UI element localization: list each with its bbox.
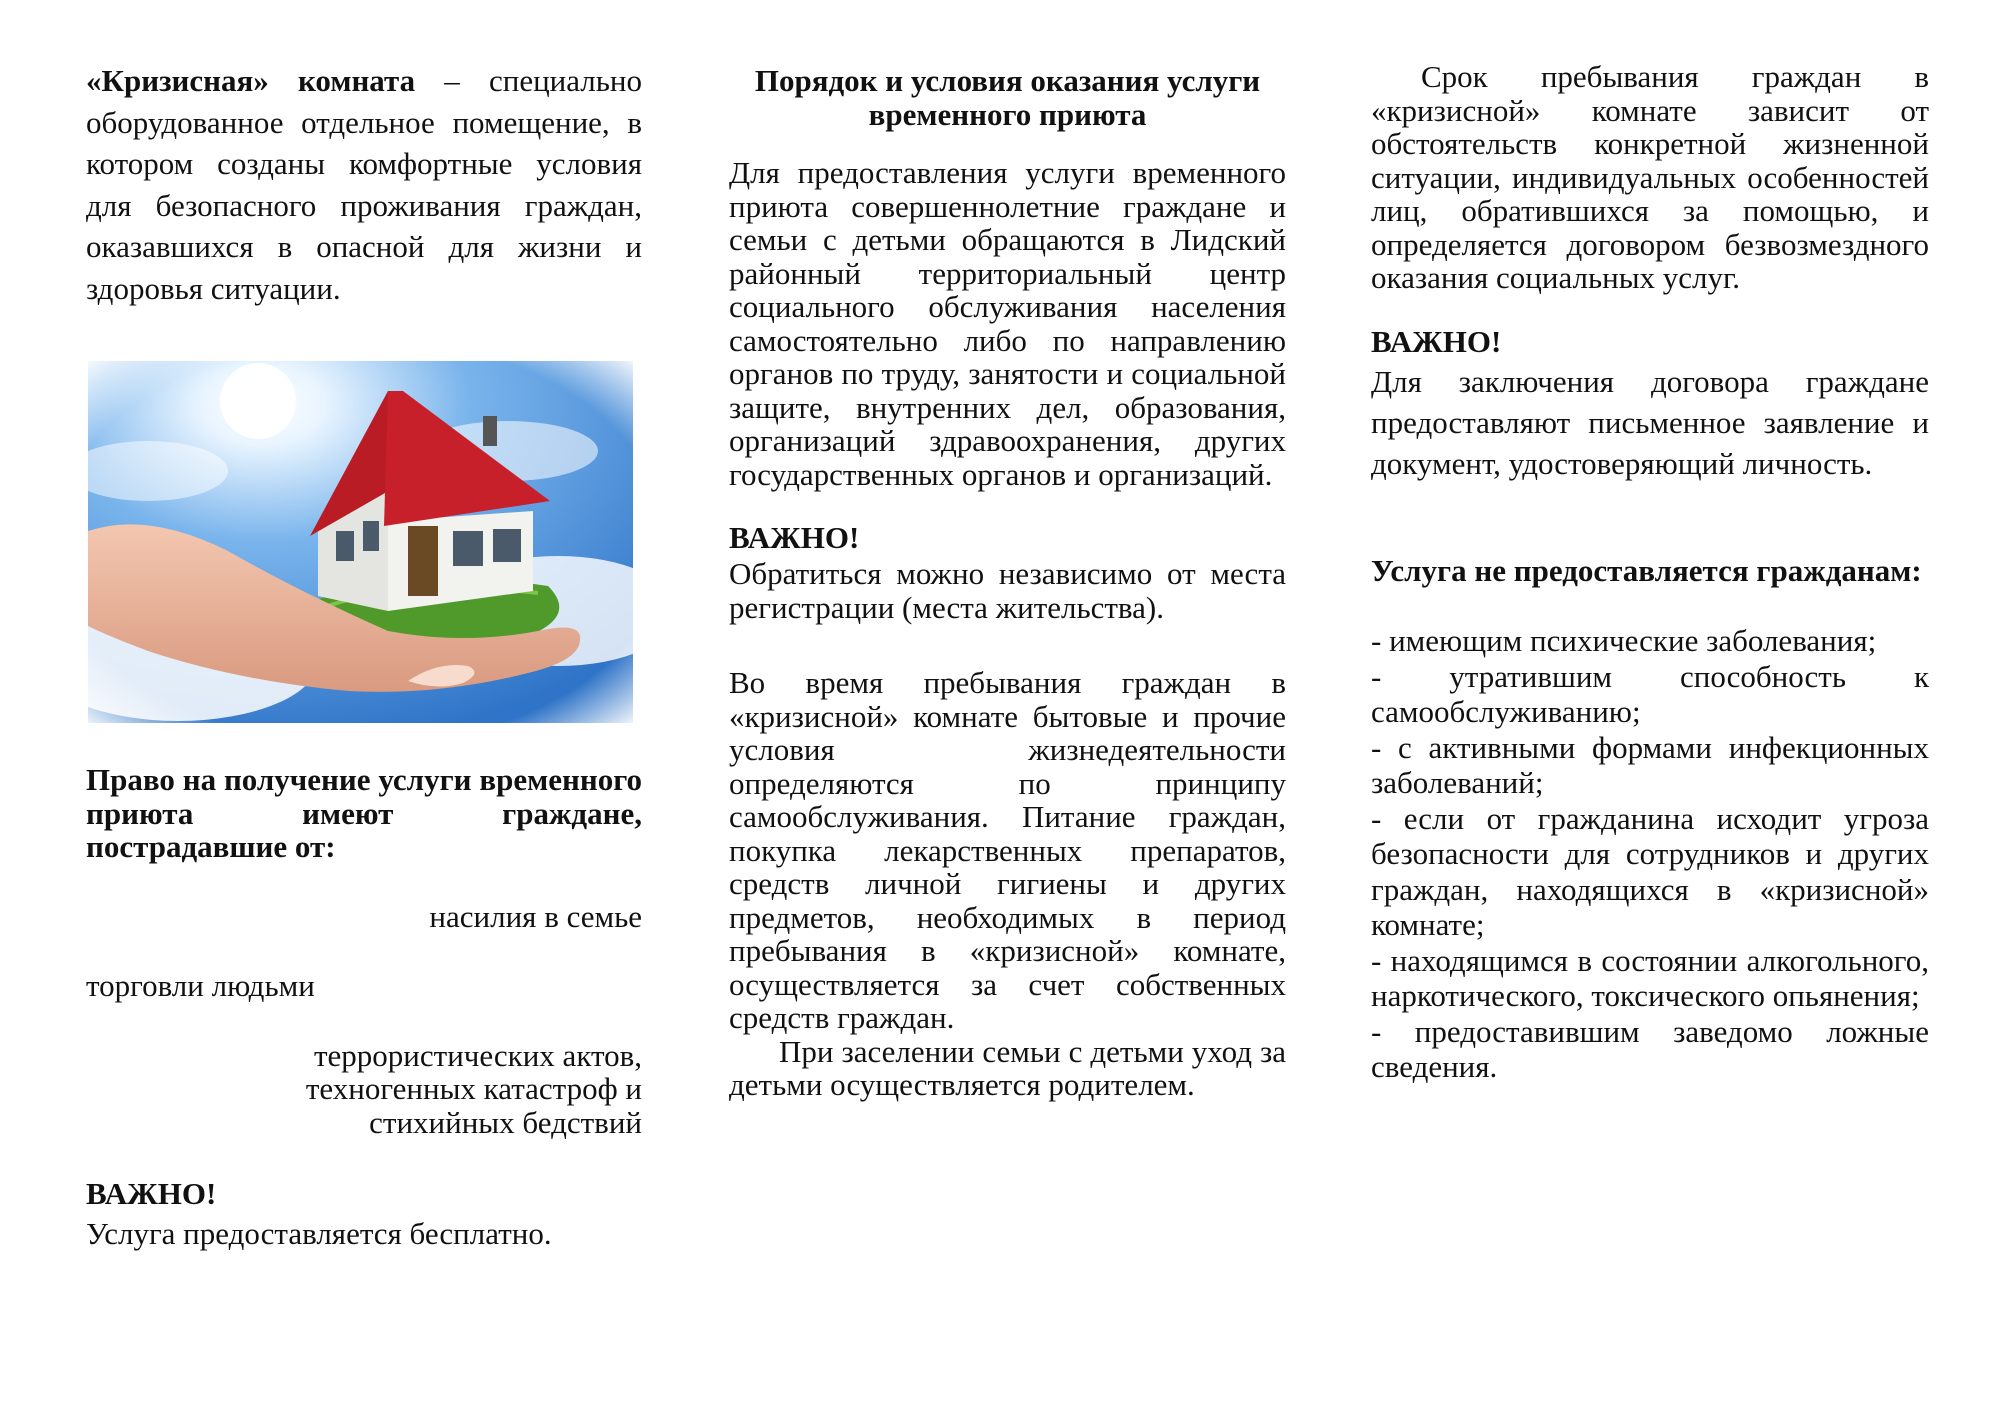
children-care-paragraph: При заселении семьи с детьми уход за детьми осуществляется родителем. [729, 1033, 1286, 1102]
intro-definition: – специально оборудованное отдельное помещение, в котором созданы комфортные условия для безопасного проживания граждан, оказавшихся в опасной для жизни и здоровья ситуации. [86, 63, 642, 306]
rights-heading: Право на получение услуги временного приюта имеют граждане, пострадавшие от: [86, 762, 642, 864]
column-left [86, 60, 642, 1251]
procedure-paragraph: Для предоставления услуги временного приюта совершеннолетние граждане и семьи с детьми обращаются в Лидский районный территориальный центр социального обслуживания населения самостоятельно либо по направлению органов по труду, занятости и социальной защите, внутренних дел, образования, организаций здравоохранения, других государственных органов и организаций. [729, 155, 1286, 492]
important-text: Для заключения договора граждане предоставляют письменное заявление и документ, удостоверяющий личность. [1371, 363, 1929, 481]
important-text: Обратиться можно независимо от места регистрации (места жительства). [729, 556, 1286, 625]
victim-disasters: террористических актов, техногенных катастроф и стихийных бедствий [305, 1037, 642, 1140]
list-item: - находящимся в состоянии алкогольного, наркотического, токсического опьянения; [1371, 942, 1929, 1013]
procedure-heading: Порядок и условия оказания услуги временного приюта [754, 63, 1261, 132]
list-item: - имеющим психические заболевания; [1371, 623, 1877, 658]
list-item: - с активными формами инфекционных заболеваний; [1371, 729, 1929, 800]
important-label: ВАЖНО! [729, 520, 860, 555]
important-text: Услуга предоставляется бесплатно. [86, 1216, 552, 1251]
intro-paragraph [86, 60, 642, 309]
living-conditions-paragraph: Во время пребывания граждан в «кризисной» комнате бытовые и прочие условия жизнедеятельности определяются по принципу самообслуживания. Питание граждан, покупка лекарственных препаратов, средств личной гигиены и других предметов, необходимых в период пребывания в «кризисной» комнате, осуществляется за счет собственных средств граждан. [729, 665, 1286, 1035]
list-item: - утратившим способность к самообслуживанию; [1371, 658, 1929, 729]
important-label: ВАЖНО! [86, 1176, 217, 1211]
intro-term: «Кризисная» комната [86, 63, 416, 98]
list-item: - предоставившим заведомо ложные сведения. [1371, 1013, 1929, 1084]
house-in-hand-icon [88, 361, 633, 723]
house-in-hand-illustration [88, 361, 633, 723]
stay-duration-paragraph: Срок пребывания граждан в «кризисной» комнате зависит от обстоятельств конкретной жизненной ситуации, индивидуальных особенностей лиц, обратившихся за помощью, и определяется договором безвозмездного оказания социальных услуг. [1371, 59, 1929, 295]
column-middle [729, 60, 1286, 1102]
list-item: - если от гражданина исходит угроза безопасности для сотрудников и других граждан, находящихся в «кризисной» комнате; [1371, 800, 1929, 942]
column-right [1371, 60, 1929, 1085]
exclusions-list [1371, 623, 1929, 1085]
victim-domestic-violence: насилия в семье [429, 898, 642, 934]
victim-trafficking: торговли людьми [86, 968, 315, 1003]
not-provided-heading: Услуга не предоставляется гражданам: [1371, 552, 1922, 588]
important-label: ВАЖНО! [1371, 323, 1502, 359]
